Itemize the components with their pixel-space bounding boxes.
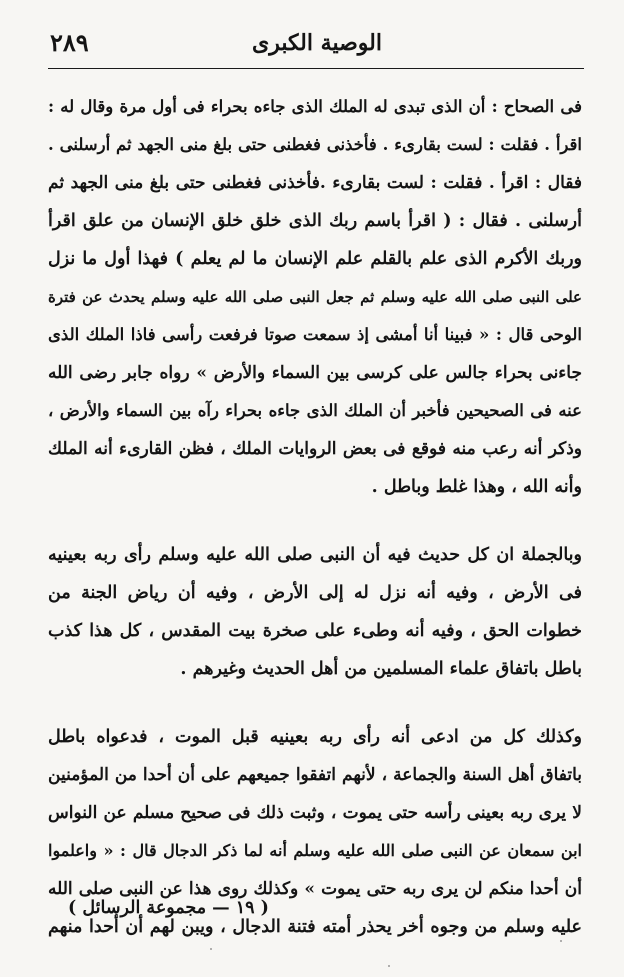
text-line: وبالجملة ان كل حديث فيه أن النبى صلى الله عليه وسلم رأى ربه بعينيه [48, 545, 582, 565]
text-line: عنه فى الصحيحين فأخبر أن الملك الذى جاءه بحراء رآه بين السماء والأرض ، [48, 401, 582, 420]
text-line: وذكر أنه رعب منه فوقع فى بعض الروايات الملك ، فظن القارىء أنه الملك [48, 439, 582, 459]
signature-mark: ( ١٩ — مجموعة الرسائل ) [68, 898, 269, 918]
page-header [50, 28, 584, 66]
running-title: الوصية الكبرى [252, 30, 382, 56]
paper-speck [388, 965, 390, 967]
page-body [48, 88, 582, 946]
text-line: فقال : اقرأ . فقلت : لست بقارىء .فأخذنى فغطنى حتى بلغ منى الجهد ثم [48, 173, 582, 193]
paragraph-2 [48, 536, 582, 688]
text-line: باطل باتفاق علماء المسلمين من أهل الحديث وغيرهم . [180, 659, 582, 679]
text-line: فى الأرض ، وفيه أنه نزل له إلى الأرض ، وفيه أن رياض الجنة من [48, 583, 582, 603]
text-line: الوحى قال : « فبينا أنا أمشى إذ سمعت صوتا فرفعت رأسى فاذا الملك الذى [48, 325, 582, 344]
text-line: عليه وسلم من وجوه أخر يحذر أمته فتنة الدجال ، ويبن لهم أن أحدا منهم [48, 917, 582, 937]
header-rule [48, 68, 584, 69]
text-line: وربك الأكرم الذى علم بالقلم علم الإنسان ما لم يعلم ) فهذا أول ما نزل [48, 249, 582, 269]
text-line: وكذلك كل من ادعى أنه رأى ربه بعينيه قبل الموت ، فدعواه باطل [48, 727, 582, 747]
text-line: فى الصحاح : أن الذى تبدى له الملك الذى جاءه بحراء فى أول مرة وقال له : [48, 97, 582, 116]
text-line: أرسلنى . فقال : ( اقرأ باسم ربك الذى خلق خلق الإنسان من علق اقرأ [48, 211, 582, 231]
text-line: لا يرى ربه بعينى رأسه حتى يموت ، وثبت ذلك فى صحيح مسلم عن النواس [48, 803, 582, 823]
text-line: جاءنى بحراء جالس على كرسى بين السماء والأرض » رواه جابر رضى الله [48, 363, 582, 383]
text-line: خطوات الحق ، وفيه أنه وطىء على صخرة بيت المقدس ، كل هذا كذب [48, 621, 582, 641]
text-line: على النبى صلى الله عليه وسلم ثم جعل النبى صلى الله عليه وسلم يحدث عن فترة [48, 288, 582, 306]
text-line: اقرأ . فقلت : لست بقارىء . فأخذنى فغطنى حتى بلغ منى الجهد ثم أرسلنى . [48, 135, 582, 154]
page-number: ٢٨٩ [50, 28, 89, 57]
paper-speck [210, 948, 212, 950]
text-line: وأنه الله ، وهذا غلط وباطل . [371, 477, 582, 497]
text-line: أن أحدا منكم لن يرى ربه حتى يموت » وكذلك روى هذا عن النبى صلى الله [48, 879, 582, 899]
paper-speck [560, 940, 562, 942]
paragraph-1 [48, 88, 582, 506]
text-line: باتفاق أهل السنة والجماعة ، لأنهم اتفقوا جميعهم على أن أحدا من المؤمنين [48, 765, 582, 785]
text-line: ابن سمعان عن النبى صلى الله عليه وسلم أنه لما ذكر الدجال قال : « واعلموا [48, 841, 582, 860]
